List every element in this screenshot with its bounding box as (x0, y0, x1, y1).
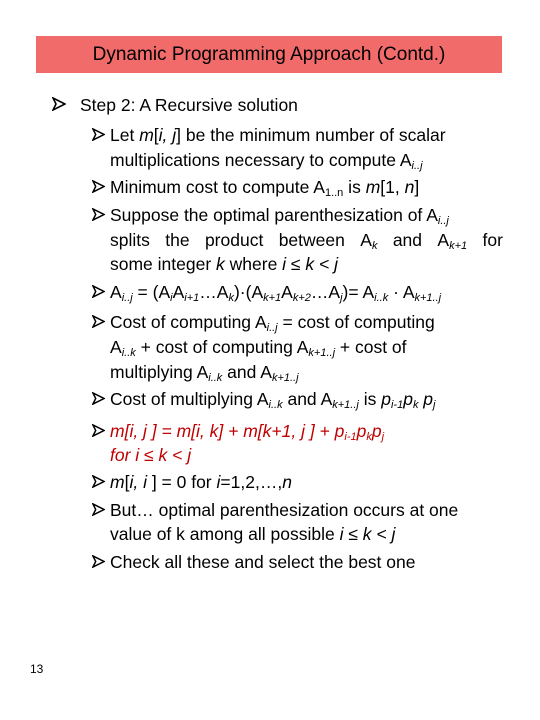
bullet-text: Cost of computing $A_{i..j} = \cos t$ of computing (110, 312, 435, 334)
arrow-bullet-icon (92, 315, 105, 328)
arrow-bullet-icon (92, 128, 105, 141)
bullet-text: multiplications necessary to compute $A_{i..j}$ (110, 150, 423, 172)
arrow-bullet-icon (92, 503, 105, 516)
recurrence-condition: for i ≤ k < j (110, 445, 192, 465)
arrow-bullet-icon (92, 208, 105, 221)
arrow-bullet-icon (92, 475, 105, 488)
bullet-text: $A_{i..j}$ = $(A_iA_{i+1}\dots A_k)\cdot(A_{k+1}A_{k+2}\dots A_j)= A_{i..k} \cdot A_{k+1..j}$ (110, 282, 442, 304)
step-heading: Step 2: A Recursive solution (80, 95, 298, 115)
recurrence-formula: m[i, j ] = m[i, k] + m[k+1, j ] + $p_{i-1}p_kp_j$ (110, 421, 385, 443)
bullet-text: But… optimal parenthesization occurs at one (110, 500, 459, 520)
bullet-text: $A_{i..k} + \cos t$ of computing $A_{k+1..j} + \cos t$ of (110, 337, 407, 359)
bullet-text: Minimum cost to compute $A_{1..n}$ is m[1, n] (110, 177, 420, 199)
bullet-text: some integer k where i ≤ k < j (110, 254, 338, 274)
bullet-text: value of k among all possible i ≤ k < j (110, 524, 396, 544)
page-number: 13 (30, 662, 44, 676)
bullet-text: Check all these and select the best one (110, 552, 416, 572)
slide-title-box (36, 36, 502, 73)
arrow-bullet-icon (92, 555, 105, 568)
bullet-text: Let m[i, j] be the minimum number of scalar (110, 125, 446, 145)
arrow-bullet-icon (92, 180, 105, 193)
arrow-bullet-icon (92, 285, 105, 298)
bullet-text: splits the product between $A_k$ and $A_{k+1}$ for (110, 230, 503, 252)
slide-title: Dynamic Programming Approach (Contd.) (92, 43, 446, 65)
arrow-bullet-icon (92, 424, 105, 437)
arrow-bullet-icon (92, 392, 105, 405)
bullet-text: Cost of multiplying $A_{i..k}$ and $A_{k+1..j}$ is $p_{i-1}p_k$ $p_j$ (110, 389, 436, 411)
bullet-text: Suppose the optimal parenthesization of $A_{i..j}$ (110, 205, 449, 227)
bullet-text: multiplying $A_{i..k}$ and $A_{k+1..j}$ (110, 362, 299, 384)
bullet-text: m[i, i ] = 0 for i=1,2,…,n (110, 472, 292, 492)
arrow-bullet-icon (52, 97, 66, 111)
